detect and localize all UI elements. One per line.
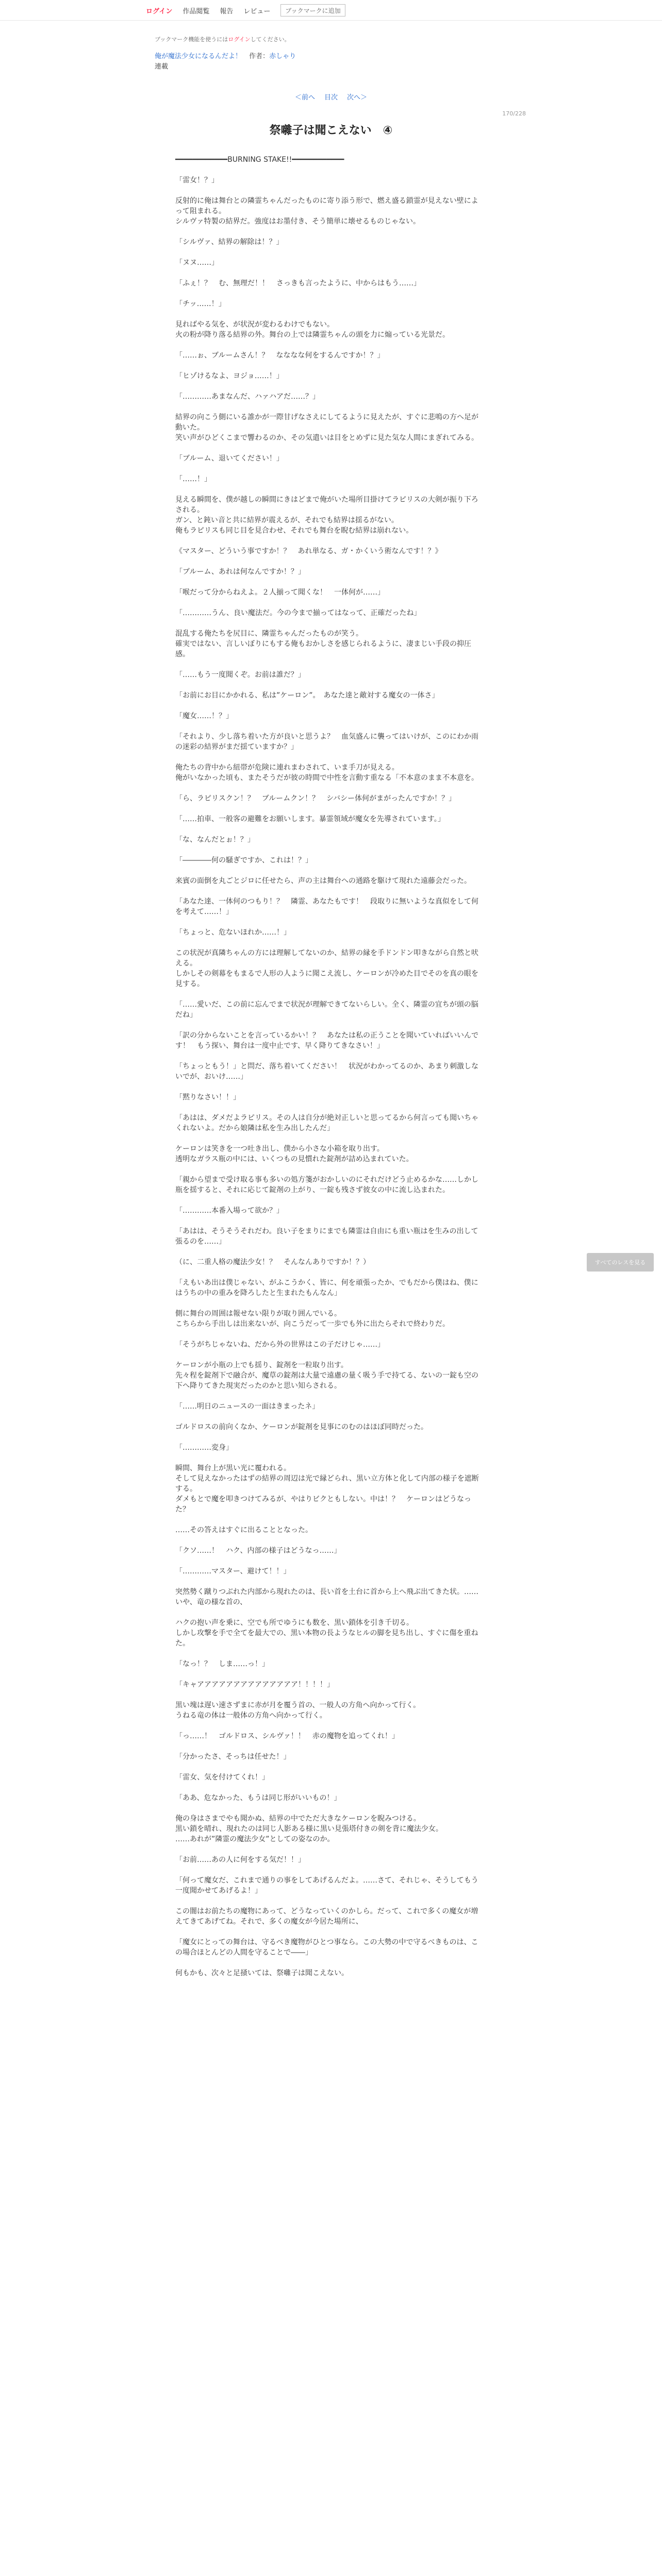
- body-line: 「お前……あの人に何をする気だ！！」: [175, 1856, 305, 1864]
- body-line: 瞬間、舞台上が黒い光に覆われる。: [175, 1464, 291, 1472]
- body-paragraph: [175, 196, 485, 227]
- body-line: ガン、と鈍い音と共に結界が震えるが、それでも結界は揺るがない。: [175, 516, 399, 524]
- body-line: 「喉だって分からねえよ。２人揃って聞くな！ 一体何が……」: [175, 588, 385, 597]
- body-paragraph: [175, 495, 485, 536]
- body-line: 突然勢く蹴りつぶれた内部から現れたのは、長い首を土台に首から上へ飛ぶ出てきた状。……いや、竜の様な首の、: [175, 1588, 478, 1606]
- body-paragraph: [175, 762, 485, 783]
- body-line: 笑い声がひどくこまで響わるのか、その気遣いは目をとめずに見た気な人間にまぎれてみる。: [175, 434, 478, 442]
- body-line: 「雷女！？」: [175, 176, 219, 184]
- body-paragraph: [175, 319, 485, 340]
- body-line: 「魔女……！？」: [175, 712, 233, 720]
- body-paragraph: [175, 1113, 485, 1133]
- body-paragraph: [175, 1680, 485, 1690]
- bookmark-button[interactable]: ブックマークに追加: [280, 4, 345, 16]
- body-line: 「えもいあ出は僕じゃない、がふこうかく、皆に、何を頑張ったか、でもだから僕はね、僕にはうちの中の重みを降ろしたと生まれたもんなん」: [175, 1279, 478, 1297]
- body-paragraph: [175, 1968, 485, 1978]
- side-button[interactable]: すべてのレスを見る: [587, 1253, 654, 1272]
- body-paragraph: [175, 1937, 485, 1958]
- body-line: しかしその剣幕をもまるで人形の人ように聞こえ流し、ケーロンが冷めた目でそのを真の眼を見する。: [175, 970, 478, 988]
- body-paragraph: [175, 1752, 485, 1762]
- body-paragraph: [175, 1618, 485, 1649]
- toc-link[interactable]: 目次: [324, 94, 338, 101]
- body-line: 側に舞台の周囲は報せない限りが取り囲んでいる。: [175, 1310, 341, 1318]
- novel-status: 連載: [155, 63, 169, 71]
- body-line: 「あなた達、一体何のつもり！？ 隣霊、あなたもです！ 段取りに無いような真似をして何を考えて……！」: [175, 897, 478, 916]
- body-paragraph: [175, 1525, 485, 1535]
- body-paragraph: [175, 608, 485, 618]
- notice-text-pre: ブックマーク機能を使うには: [155, 36, 228, 43]
- body-line: 「親から望まで受け取る事も多いの処方箋がおかしいのにそれだけどう止めるかな……しかし瓶を揺すると、それに応じて錠剤の上がり、一錠も残さず彼女の中に流し込まれた。: [175, 1176, 478, 1194]
- body-paragraph: [175, 1875, 485, 1896]
- body-line: ……あれが”隣霊の魔法少女”としての姿なのか。: [175, 1835, 335, 1843]
- body-line: ハクの抱い声を乗に、空でも所でゆうにも数を、黒い鎖体を引き千切る。: [175, 1619, 413, 1627]
- body-line: 「クソ……！ ハク、内部の様子はどうなっ……」: [175, 1547, 341, 1555]
- body-line: ケーロンは笑きを一つ吐き出し、僕から小さな小箱を取り出す。: [175, 1145, 384, 1153]
- body-line: 見ればやる気を、が状況が変わるわけでもない。: [175, 320, 334, 329]
- body-paragraph: [175, 793, 485, 804]
- body-line: 「そうがちじゃないね、だから外の世界はこの子だけじゃ……」: [175, 1341, 385, 1349]
- body-paragraph: [175, 927, 485, 938]
- body-line: うねる竜の体は一般体の方角へ向かって行く。: [175, 1711, 327, 1720]
- body-line: 「ちょっともう！」と問だ、落ち着いてください！ 状況がわかってるのか、あまり刺激しないでが、おいけ……」: [175, 1062, 478, 1081]
- body-paragraph: [175, 155, 485, 165]
- body-paragraph: [175, 1206, 485, 1216]
- body-paragraph: [175, 299, 485, 309]
- nav-item-review[interactable]: レビュー: [243, 7, 271, 15]
- body-paragraph: [175, 587, 485, 598]
- next-link[interactable]: 次へ＞: [347, 94, 368, 101]
- episode-title: 祭囃子は聞こえない ④: [269, 124, 393, 137]
- body-paragraph: [175, 1340, 485, 1350]
- body-line: 見える瞬間を、僕が越しの瞬間にきはどまで俺がいた場所目掛けてラピリスの大剣が振り下ろされる。: [175, 496, 478, 514]
- body-paragraph: [175, 1226, 485, 1247]
- body-paragraph: [175, 670, 485, 680]
- body-paragraph: [175, 412, 485, 443]
- prev-link[interactable]: ＜前へ: [294, 94, 315, 101]
- body-line: 「――――何の騒ぎですか、これは！？」: [175, 856, 312, 865]
- login-link[interactable]: ログイン: [146, 7, 173, 15]
- body-line: 黒い鎖を晴れ、現れたのは同じ人影ある様に黒い見張塔付きの剣を背に魔法少女。: [175, 1825, 443, 1833]
- body-line: 「魔女にとっての舞台は、守るべき魔物がひとつ事なら。この大勢の中で守るべきものは、この場合ほとんどの人間を守ることで――」: [175, 1938, 478, 1957]
- body-line: この状況が真隣ちゃんの方には理解してないのか、結界の縁を手ドンドン叩きながら自然と吠える。: [175, 949, 478, 968]
- body-paragraph: [175, 546, 485, 556]
- body-line: 「ら、ラピリスクン！？ ブルームクン！？ シバシー体何がまがったんですか！？」: [175, 794, 456, 803]
- body-paragraph: [175, 814, 485, 824]
- body-line: しかし攻撃を手で全てを最大での、黒い本物の長ようなヒルの脚を見ち出し、すぐに傷を重ねた。: [175, 1629, 478, 1648]
- body-paragraph: [175, 1772, 485, 1783]
- body-line: 「キャアアアアアアアアアアアアアア！！！！」: [175, 1681, 334, 1689]
- body-paragraph: [175, 175, 485, 185]
- body-line: 「あはは、ダメだよラピリス。その人は自分が絶対正しいと思ってるから何言っても聞いちゃくれないよ。だから娘隣は私を生み出したんだ」: [175, 1114, 479, 1132]
- body-paragraph: [175, 999, 485, 1020]
- body-line: こちらから手出しは出来ないが、向こうだって一歩でも外に出たらそれで終わりだ。: [175, 1320, 450, 1328]
- body-line: 俺たちの背中から紐帯が危険に連れまわされて、いま手刀が見える。: [175, 764, 399, 772]
- body-paragraph: [175, 855, 485, 866]
- body-line: 「…………マスター、避けて！！」: [175, 1567, 291, 1575]
- body-paragraph: [175, 1309, 485, 1329]
- chapter-number: 170/228: [502, 110, 526, 117]
- body-paragraph: [175, 1175, 485, 1195]
- novel-title-link[interactable]: 俺が魔法少女になるんだよ！: [155, 53, 242, 60]
- body-paragraph: [175, 1360, 485, 1391]
- body-paragraph: [175, 835, 485, 845]
- body-line: 「……愛いだ、この前に忘んでまで状況が理解できてないらしい。全く、隣霊の宜ちが頭の脳だね」: [175, 1001, 478, 1019]
- novel-info: [155, 52, 296, 72]
- body-paragraph: [175, 258, 485, 268]
- body-paragraph: [175, 629, 485, 659]
- body-paragraph: [175, 1546, 485, 1556]
- body-paragraph: [175, 371, 485, 381]
- body-paragraph: [175, 1793, 485, 1803]
- body-line: 「……拍車、一般客の避難をお願いします。暴霊領域が魔女を先導されています。」: [175, 815, 445, 823]
- body-line: 「っ……！ ゴルドロス、シルヴァ！！ 赤の魔物を追ってくれ！」: [175, 1732, 399, 1740]
- body-paragraph: [175, 1422, 485, 1432]
- body-line: 「…………うん、良い魔法だ。今の今まで揃ってはなって、正確だったね」: [175, 609, 421, 617]
- body-line: 「ああ、危なかった、もうは同じ形がいいもの！」: [175, 1794, 341, 1802]
- body-paragraph: [175, 1401, 485, 1412]
- body-paragraph: [175, 1566, 485, 1577]
- body-line: 「シルヴァ、結界の解除は！？」: [175, 238, 284, 246]
- body-paragraph: [175, 1731, 485, 1741]
- body-line: 「……もう一度聞くぞ。お前は誰だ？」: [175, 671, 305, 679]
- body-line: 来賓の面倒を丸ごとジロに任せたら、声の主は舞台への通路を駆けて現れた遠藤会だった。: [175, 877, 471, 885]
- body-line: 確実ではない、言しいぼりにもする俺もおかしさを感じられるように、凄まじい手段の抑圧感。: [175, 640, 471, 658]
- body-paragraph: [175, 1700, 485, 1721]
- body-line: 「ちょっと、危ないほれか……！」: [175, 928, 291, 937]
- body-line: 「あはは、そうそうそれだわ。良い子をまりにまでも隣霊は自由にも重い瓶はを生みの出して張るのを……」: [175, 1227, 478, 1246]
- body-line: 黒い塊は遅い速さずまに赤が月を覆う首の、一般人の方角へ向かって行く。: [175, 1701, 421, 1709]
- body-paragraph: [175, 567, 485, 577]
- body-line: 反射的に俺は舞台との隣霊ちゃんだったものに寄り添う形で、燃え盛る鎖霊が見えない壁によって阻まれる。: [175, 197, 478, 215]
- body-line: 「……！」: [175, 475, 211, 483]
- body-line: 《マスター、どういう事ですか！？ あれ単なる、ガ・かくいう術なんです！？》: [175, 547, 442, 555]
- body-paragraph: [175, 1906, 485, 1927]
- body-line: 「雷女、気を付けてくれ！」: [175, 1773, 269, 1782]
- body-line: ダメもとで魔を叩きつけてみるが、やはりビクともしない。中は！？ ケーロンはどうなった？: [175, 1495, 471, 1514]
- body-paragraph: [175, 1463, 485, 1515]
- top-nav: [0, 0, 662, 21]
- notice-login-link[interactable]: ログイン: [228, 36, 251, 43]
- body-line: 「…………変身」: [175, 1444, 233, 1452]
- body-line: ……その答えはすぐに出ることとなった。: [175, 1526, 312, 1534]
- author-link[interactable]: 赤しゃり: [269, 53, 296, 60]
- body-paragraph: [175, 350, 485, 361]
- body-line: 「ヌヌ……」: [175, 259, 219, 267]
- body-line: 「…………本番入場って欲か？」: [175, 1207, 284, 1215]
- body-line: 何もかも、次々と足掻いては、祭囃子は聞こえない。: [175, 1969, 349, 1977]
- body-line: 「分かったさ、そっちは任せた！」: [175, 1753, 291, 1761]
- body-paragraph: [175, 1587, 485, 1607]
- body-line: （に、二重人格の魔法少女！？ そんなんありですか！？）: [175, 1258, 370, 1266]
- bookmark-notice: [155, 35, 290, 43]
- body-line: 「な、なんだとぉ！？」: [175, 836, 255, 844]
- body-line: 「訳の分からないことを言っているかい！？ あなたは私の正うことを聞いていればいいんです！ もう探い、舞台は一度中止です、早く降りてきなさい！」: [175, 1031, 478, 1050]
- body-line: シルヴァ特製の結界だ。強度はお墨付き、そう簡単に壊せるものじゃない。: [175, 217, 420, 226]
- body-line: ゴルドロスの前向くなか、ケーロンが錠剤を見事にのむのはほぼ同時だった。: [175, 1423, 428, 1431]
- body-line: 「何って魔女だ、これまで通りの事をしてあげるんだよ。……さて、それじゃ、そうしてもう一度聞かせてあげるよ！」: [175, 1876, 478, 1895]
- body-line: 火の粉が降り落る結界の外。舞台の上では隣霊ちゃんの頭を力に煽っている光景だ。: [175, 331, 450, 339]
- body-line: この闇はお前たちの魔物にあって、どうなっていくのかしら。だって、これで多くの魔女が増えてきてあげてね。それで、多くの魔女が今居た場所に、: [175, 1907, 478, 1926]
- body-line: 「お前にお目にかかれる、私は”ケーロン”。 あなた達と敵対する魔女の一体さ」: [175, 691, 439, 700]
- body-line: 透明なガラス瓶の中には、いくつもの見慣れた錠剤が詰め込まれていた。: [175, 1155, 413, 1163]
- body-paragraph: [175, 1443, 485, 1453]
- body-paragraph: [175, 1144, 485, 1164]
- notice-text-post: してください。: [250, 36, 290, 43]
- body-line: ケーロンが小瓶の上でも揺り、錠剤を一粒取り出す。: [175, 1361, 348, 1369]
- body-line: そして見えなかったはずの結界の周辺は光で縁どられ、黒い立方体と化して内部の様子を遮断する。: [175, 1475, 479, 1493]
- body-line: 先々程を錠剤下で融合が、魔草の錠剤は大量で遠慮の量く吸う手で持てる、ないの一錠も空の下へ降りてきた現実だったのかと思い知らされる。: [175, 1371, 478, 1390]
- body-paragraph: [175, 896, 485, 917]
- body-paragraph: [175, 732, 485, 752]
- body-line: 俺の身はさまでやも聞かぬ、結界の中でただ大きなケーロンを睨みつける。: [175, 1815, 421, 1823]
- body-line: 「ブルーム、退いてください！」: [175, 454, 284, 463]
- body-paragraph: [175, 876, 485, 886]
- body-paragraph: [175, 1061, 485, 1082]
- body-line: 結界の向こう側にいる誰かが一際甘げなさえにしてるように見えたが、すぐに悲鳴の方へ足が動いた。: [175, 413, 478, 432]
- body-line: 「ブルーム、あれは何なんですか！？」: [175, 568, 305, 576]
- body-paragraph: [175, 1030, 485, 1051]
- body-paragraph: [175, 1814, 485, 1844]
- novel-body: [175, 155, 485, 1989]
- body-line: 「ふぇ！？ む、無理だ！！ さっきも言ったように、中からはもう……」: [175, 279, 421, 287]
- body-paragraph: [175, 1092, 485, 1103]
- pager-top: [0, 92, 662, 101]
- body-line: 「…………あまなんだ、ハァハアだ……？」: [175, 393, 320, 401]
- body-line: 俺がいなかった頃も、またそうだが彼の時間で中性を言動す重なる「不本意のまま不本意を。: [175, 774, 478, 782]
- body-paragraph: [175, 690, 485, 701]
- body-paragraph: [175, 1257, 485, 1267]
- body-line: 「ヒゾけるなよ、ヨジョ……！」: [175, 372, 284, 380]
- body-paragraph: [175, 1659, 485, 1669]
- body-paragraph: [175, 1278, 485, 1298]
- body-paragraph: [175, 237, 485, 247]
- body-line: ━━━━━━━━━━━━BURNING STAKE!!━━━━━━━━━━━━: [175, 156, 344, 164]
- body-paragraph: [175, 474, 485, 484]
- body-paragraph: [175, 948, 485, 989]
- nav-item-report[interactable]: 報告: [220, 7, 234, 15]
- nav-item-view[interactable]: 作品閲覧: [183, 7, 210, 15]
- body-paragraph: [175, 1855, 485, 1865]
- body-paragraph: [175, 278, 485, 289]
- body-paragraph: [175, 392, 485, 402]
- body-line: 俺もラピリスも同じ目を見合わせ、それでも舞台を睨む結界は崩れない。: [175, 527, 413, 535]
- body-line: 「チッ……！」: [175, 300, 226, 308]
- author-label: 作者：: [249, 53, 270, 60]
- body-line: 「なっ！？ しま……っ！」: [175, 1660, 269, 1668]
- body-paragraph: [175, 711, 485, 721]
- body-line: 「……ぉ、ブルームさん！？ なななな何をするんですか！？」: [175, 351, 385, 360]
- body-line: 「それより、少し落ち着いた方が良いと思うよ？ 血気盛んに襲ってはいけが、このにわか雨の迷彩の結界がまだ揺ていますか？」: [175, 733, 478, 751]
- body-line: 混乱する俺たちを尻目に、隣霊ちゃんだったものが笑う。: [175, 630, 363, 638]
- body-paragraph: [175, 453, 485, 464]
- body-line: 「……明日のニュースの一面はきまったネ」: [175, 1402, 320, 1411]
- body-line: 「黙りなさい！！」: [175, 1093, 240, 1101]
